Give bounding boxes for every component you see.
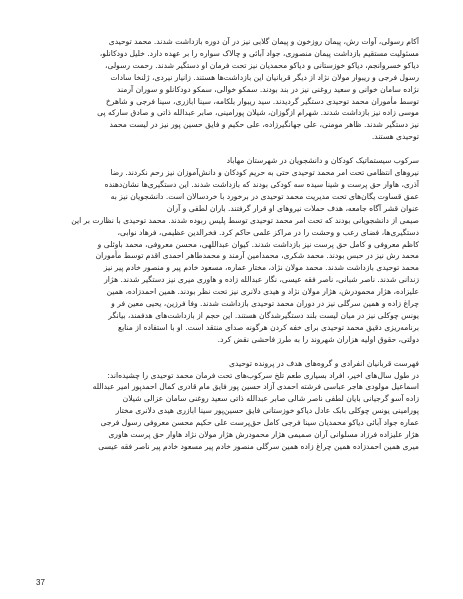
- text-line: پورامینی یونس چوکلی بابک عادل دیاکو خوزستانی فایق حسین‌پور سینا ابازری هیدی دلانری مختار: [115, 406, 419, 416]
- text-line: چراغ زاده و همین سرگلی نیز در دوران محمد توحیدی بازداشت شدند. وفا فرزین، یحیی معین فر و: [111, 299, 419, 309]
- text-line: صیمی از دانشجویانی بودند که تحت امر محمد توحیدی توسط پلیس ربوده شدند. محمد توحیدی با نظارت بر این: [71, 215, 419, 225]
- text-line: نژاده سامان خوانی و سعید روغنی نیز در بند بودند. سمکو خوالی، سمکو دودکانلو و سوران آرمند: [117, 84, 419, 94]
- text-line: زاده آسو گرجیانی بایان لطفی ناصر شالی صابر عبدالله ذاتی سعید روغنی سامان عزالی شیلان: [122, 394, 419, 404]
- page-number: 37: [36, 578, 45, 587]
- text-line: آکام رسولی، آوات رش، پیمان روزخون و پیمان گلابی نیز در آن دوره بازداشت شدند. محمد توحیدی: [108, 37, 419, 46]
- text-line: دیاکو خسروانجم، دیاکو خوزستانی و دیاکو محمدیان نیز تحت فرمان او دستگیر شدند. رحمت رسولی،: [105, 60, 419, 70]
- paragraph-victims-list: [46, 370, 419, 453]
- text-line: هژار علیزاده فرزاد مسلوانی آران صمیمی هژار محمودرش هژار مولان نژاد هاوار حق پرست هاوری: [108, 430, 419, 440]
- paragraph-gap: [46, 346, 419, 358]
- text-line: نیروهای انتظامی تحت امر محمد توحیدی حتی به حریم کودکان و دانش‌آموزان نیز رحم نکردند. رضا: [110, 168, 419, 178]
- text-line: زندانی شدند. ناصر شبانی، ناصر فقه عیسی، نگار عبدالله زاده و هاوری میری نیز دستگیر شدند. هژار: [104, 275, 419, 285]
- text-line: محمد رش نیز در حبس بودند. محمد شکری، محمدامین آرمند و محمدطاهر احمدی اقدم توسط مأموران: [95, 251, 419, 261]
- text-line: یونس چوکلی نیز در میان لیست بلند دستگیرشدگان هستند. این حجم از بازداشت‌های هدفمند، بیانگر: [108, 310, 419, 320]
- text-line: اسماعیل مولودی هاجر عباسی فرشته احمدی آزاد حسین پور فایق مام قادری کمال احمدپور امیر عبدالله: [92, 382, 419, 392]
- text-line: رسول فرجی و ریبوار مولان نژاد از دیگر قربانیان این بازداشت‌ها هستند. زانیار نیردی، ژلنخا سادات: [110, 72, 419, 82]
- text-line: میری همین احمدزاده همین چراغ زاده همین سرگلی منصور خادم پیر مسعود خادم پیر ناصر فقه عیسی: [98, 442, 419, 451]
- text-line: عماره جواد آبائی دیاکو محمدیان سینا فرجی کامل حق‌پرست علی حکیم محسن معروفی رسول فرجی: [100, 418, 419, 428]
- text-line: کاظم معروفی و کامل حق پرست نیز بازداشت شدند. کیوان عبداللهی، محسن معروفی، محمد باوئلی و: [97, 239, 419, 249]
- text-line: توحیدی هستند.: [371, 132, 419, 142]
- paragraph-students: [46, 155, 419, 346]
- text-line: عنوان قشر آگاه جامعه، هدف حملات نیروهای او قرار گرفتند. باران لطفی و آران: [166, 203, 419, 213]
- text-line: در طول سال‌های اخیر، افراد بسیاری طعم تلخ سرکوب‌های تحت فرمان محمد توحیدی را چشیده‌اند:: [107, 370, 419, 380]
- text-line: برنامه‌ریزی دقیق محمد توحیدی برای خفه کردن هرگونه صدای منتقد است. او با استفاده از منابع: [118, 322, 419, 332]
- paragraph-gap: [46, 143, 419, 155]
- text-line: توسط مأموران محمد توحیدی دستگیر گردیدند. سید ریبوار بلکامه، سینا ابازری، سینا فرجی و شاهرخ: [105, 96, 419, 106]
- text-line: عمق قساوت یگان‌های تحت مدیریت محمد توحیدی در برخورد با خردسالان است. دانشجویان نیز به: [110, 191, 419, 201]
- text-line: موسی زاده نیز بازداشت شدند. شهرام ازگوزان، شیلان پورامینی، صابر عبدالله ذاتی و صادق سارکه پی: [97, 108, 419, 118]
- text-line: دولتی، حقوق اولیه هزاران شهروند را به طرز فاحشی نقض کرد.: [217, 334, 419, 344]
- text-line: آذری، هاوار حق پرست و شینا سیده سه کودکی بودند که بازداشت شدند. این دستگیری‌ها نشان‌دهنده: [104, 179, 419, 189]
- paragraph-arrests: [46, 36, 419, 143]
- section-heading: فهرست قربانیان انفرادی و گروه‌های هدف در پرونده توحیدی: [229, 358, 419, 368]
- text-line: علیزاده، هژار محمودرش، هژار مولان نژاد و هیدی دلانری نیز تحت نظر بودند. همین احمدزاده، همین: [106, 287, 419, 297]
- text-line: دستگیری‌ها، فضای رعب و وحشت را در مراکز علمی حاکم کرد. فخرالدین عظیمی، فرهاد نوابی،: [117, 227, 419, 237]
- text-line: نیز دستگیر شدند. ظاهر مومنی، علی جهانگیرزاده، علی حکیم و فایق حسین پور نیز در لیست محمد: [109, 120, 419, 130]
- text-line: محمد توحیدی بازداشت شدند. محمد مولان نژاد، مختار عماره، مسعود خادم پیر و منصور خادم پیر نیز: [103, 263, 419, 273]
- text-line: مسئولیت مستقیم بازداشت پیمان منصوری، جواد آبائی و چالاک سواره را بر عهده دارد. خلیل دودکانلو،: [99, 48, 419, 58]
- section-title-line: سرکوب سیستماتیک کودکان و دانشجویان در شهرستان مهاباد: [226, 156, 419, 166]
